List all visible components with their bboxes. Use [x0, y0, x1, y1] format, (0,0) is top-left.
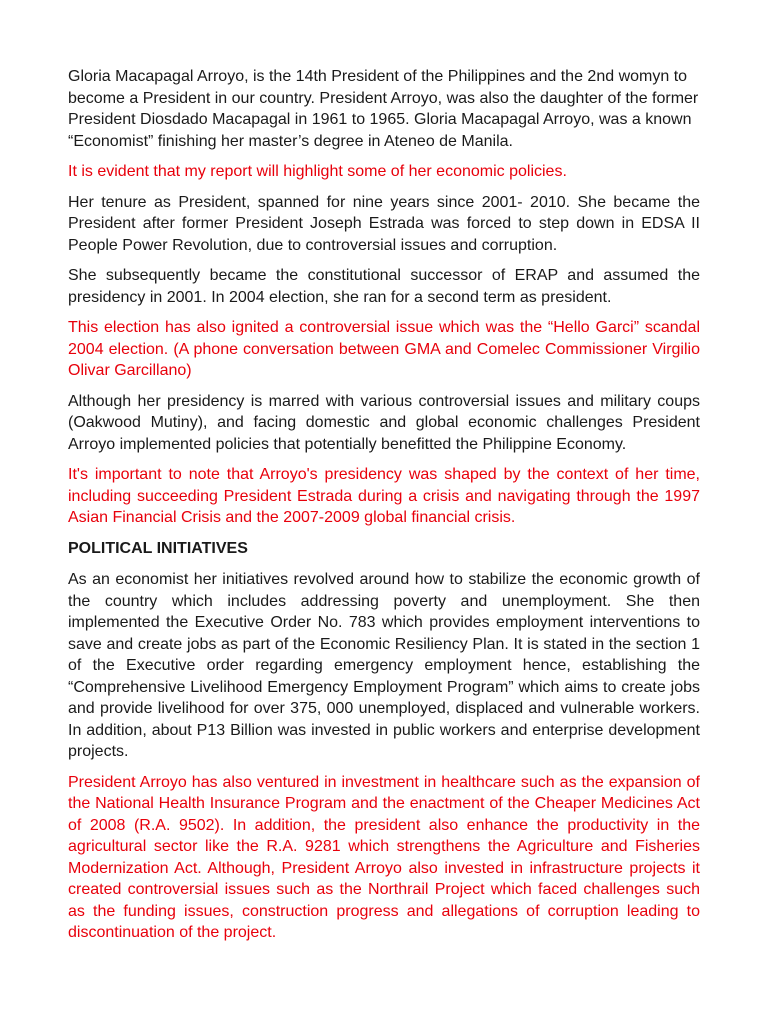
paragraph-controversies: Although her presidency is marred with various controversial issues and military coups (Oakwood Mutiny), and facing domestic and global economic challenges President Arroyo implemented policies that potentially benefitted the Philippine Economy. — [68, 392, 700, 453]
paragraph-report-focus: It is evident that my report will highlight some of her economic policies. — [68, 163, 567, 180]
paragraph-hello-garci: This election has also ignited a controversial issue which was the “Hello Garci” scandal 2004 election. (A phone conversation between GMA and Comelec Commissioner Virgilio Olivar Garcillano) — [68, 319, 700, 379]
document-page — [68, 66, 700, 953]
paragraph-succession: She subsequently became the constitutional successor of ERAP and assumed the presidency in 2001. In 2004 election, she ran for a second term as president. — [68, 267, 700, 306]
paragraph-economic-initiatives: As an economist her initiatives revolved around how to stabilize the economic growth of the country which includes addressing poverty and unemployment. She then implemented the Executive Order No. 783 which provides employment interventions to save and create jobs as part of the Economic Resiliency Plan. It is stated in the section 1 of the Executive order regarding emergency employment hence, establishing the “Comprehensive Livelihood Emergency Employment Program” which aims to create jobs and provide livelihood for over 375, 000 unemployed, displaced and vulnerable workers. In addition, about P13 Billion was invested in public workers and enterprise development projects. — [68, 571, 700, 760]
paragraph-intro: Gloria Macapagal Arroyo, is the 14th President of the Philippines and the 2nd womyn to become a President in our country. President Arroyo, was also the daughter of the former President Diosdado Macapagal in 1961 to 1965. Gloria Macapagal Arroyo, was a known “Economist” finishing her master’s degree in Ateneo de Manila. — [68, 68, 699, 150]
paragraph-context: It's important to note that Arroyo's presidency was shaped by the context of her time, including succeeding President Estrada during a crisis and navigating through the 1997 Asian Financial Crisis and the 2007-2009 global financial crisis. — [68, 466, 700, 526]
section-heading-political-initiatives: POLITICAL INITIATIVES — [68, 539, 248, 557]
paragraph-tenure: Her tenure as President, spanned for nine years since 2001- 2010. She became the President after former President Joseph Estrada was forced to step down in EDSA II People Power Revolution, due to controversial issues and corruption. — [68, 193, 700, 254]
paragraph-healthcare-agriculture: President Arroyo has also ventured in investment in healthcare such as the expansion of the National Health Insurance Program and the enactment of the Cheaper Medicines Act of 2008 (R.A. 9502). In addition, the president also enhance the productivity in the agricultural sector like the R.A. 9281 which strengthens the Agriculture and Fisheries Modernization Act. Although, President Arroyo also invested in infrastructure projects it created controversial issues such as the Northrail Project which faced challenges such as the funding issues, construction progress and allegations of corruption leading to discontinuation of the project. — [68, 773, 700, 941]
